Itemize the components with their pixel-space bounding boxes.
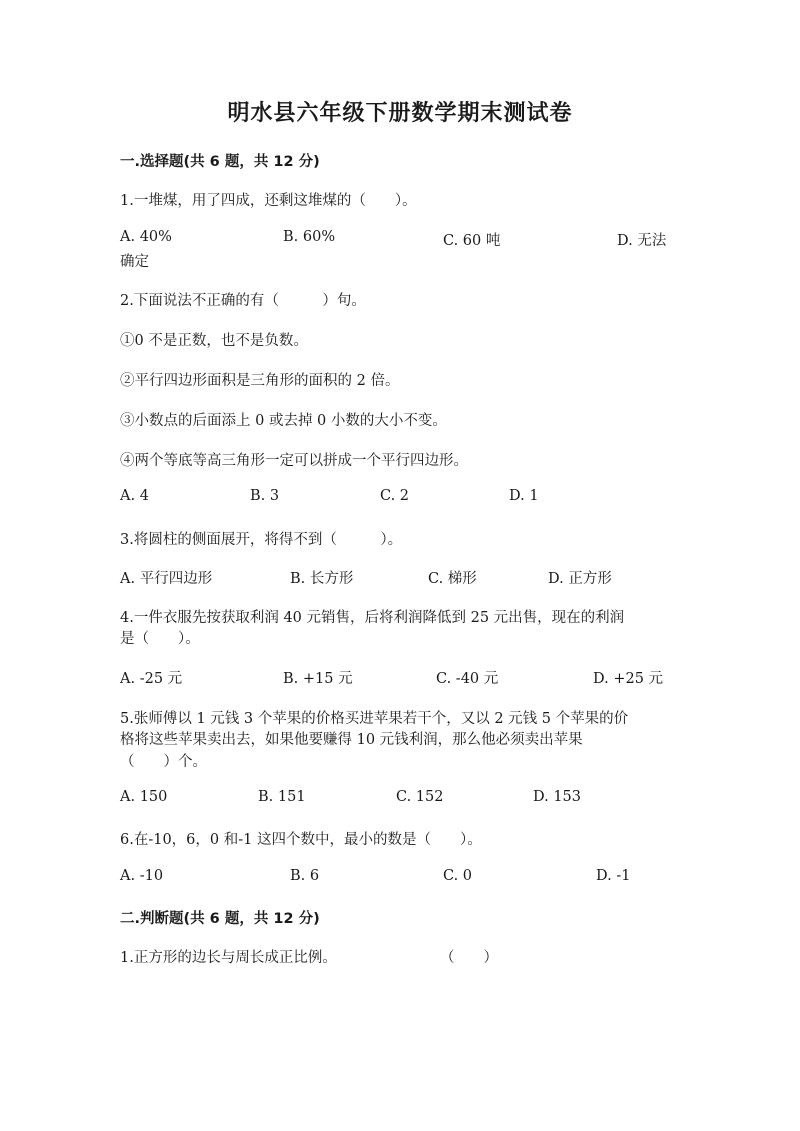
q1-option-d-continued: 确定	[120, 254, 149, 270]
question-6-stem: 6.在-10，6，0 和-1 这四个数中，最小的数是（ ）。	[120, 832, 482, 848]
question-5-stem-line1: 5.张师傅以 1 元钱 3 个苹果的价格买进苹果若干个，又以 2 元钱 5 个苹果的价	[120, 711, 629, 727]
q3-option-a: A. 平行四边形	[120, 571, 213, 587]
q5-option-d: D. 153	[533, 789, 582, 805]
section-heading-choice: 一.选择题(共 6 题，共 12 分)	[120, 154, 320, 170]
q2-option-b: B. 3	[250, 488, 280, 504]
q5-option-c: C. 152	[396, 789, 444, 805]
q2-statement-2: ②平行四边形面积是三角形的面积的 2 倍。	[120, 373, 400, 389]
q2-option-a: A. 4	[120, 488, 149, 504]
q2-option-d: D. 1	[509, 488, 539, 504]
q5-option-b: B. 151	[258, 789, 306, 805]
q4-option-c: C. -40 元	[436, 671, 499, 687]
q1-option-b: B. 60%	[283, 229, 336, 245]
judgement-1-stem: 1.正方形的边长与周长成正比例。	[120, 950, 337, 966]
question-5-stem-line3: （ ）个。	[120, 754, 207, 770]
q4-option-d: D. +25 元	[593, 671, 664, 687]
q5-option-a: A. 150	[120, 789, 168, 805]
q3-option-b: B. 长方形	[290, 571, 354, 587]
question-5-stem-line2: 格将这些苹果卖出去，如果他要赚得 10 元钱利润，那么他必须卖出苹果	[120, 732, 583, 748]
q2-statement-4: ④两个等底等高三角形一定可以拼成一个平行四边形。	[120, 453, 468, 469]
q3-option-d: D. 正方形	[548, 571, 612, 587]
q2-statement-3: ③小数点的后面添上 0 或去掉 0 小数的大小不变。	[120, 413, 447, 429]
question-4-stem-line1: 4.一件衣服先按获取利润 40 元销售，后将利润降低到 25 元出售，现在的利润	[120, 610, 625, 626]
q6-option-a: A. -10	[120, 868, 164, 884]
q1-option-d: D. 无法	[617, 233, 667, 249]
q1-option-c: C. 60 吨	[443, 233, 501, 249]
q6-option-d: D. -1	[596, 868, 631, 884]
q1-option-a: A. 40%	[120, 229, 172, 245]
section-heading-judgement: 二.判断题(共 6 题，共 12 分)	[120, 911, 320, 927]
q6-option-c: C. 0	[443, 868, 473, 884]
q3-option-c: C. 梯形	[428, 571, 477, 587]
page-title: 明水县六年级下册数学期末测试卷	[227, 101, 573, 126]
question-4-stem-line2: 是（ ）。	[120, 631, 200, 647]
q2-option-c: C. 2	[380, 488, 410, 504]
question-3-stem: 3.将圆柱的侧面展开，将得不到（ ）。	[120, 532, 403, 548]
judgement-1-answer-bracket: （ ）	[440, 950, 498, 966]
question-2-stem: 2.下面说法不正确的有（ ）句。	[120, 293, 366, 309]
q4-option-a: A. -25 元	[120, 671, 183, 687]
question-1-stem: 1.一堆煤，用了四成，还剩这堆煤的（ ）。	[120, 193, 417, 209]
q6-option-b: B. 6	[290, 868, 320, 884]
q2-statement-1: ①0 不是正数，也不是负数。	[120, 333, 308, 349]
q4-option-b: B. +15 元	[283, 671, 353, 687]
